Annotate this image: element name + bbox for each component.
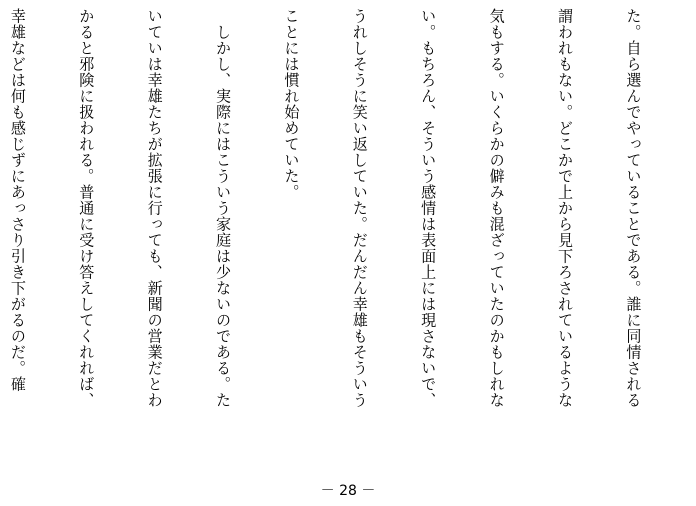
text-line: しかし、実際にはこういう家庭は少ないのである。た — [214, 8, 233, 408]
page-number: － 28 － — [320, 483, 376, 499]
vertical-text-body — [0, 8, 690, 478]
text-line: ことには慣れ始めていた。 — [282, 8, 301, 200]
text-line: 謂われもない。どこかで上から見下ろされているような — [556, 8, 575, 408]
text-line: いていは幸雄たちが拡張に行っても、新聞の営業だとわ — [145, 8, 164, 408]
text-line: 幸雄などは何も感じずにあっさり引き下がるのだ。確 — [8, 8, 27, 392]
text-line: た。自ら選んでやっていることである。誰に同情される — [624, 8, 643, 408]
text-line: い。もちろん、そういう感情は表面上には現さないで、 — [419, 8, 438, 408]
text-line: うれしそうに笑い返していた。だんだん幸雄もそういう — [350, 8, 369, 408]
text-line: かると邪険に扱われる。普通に受け答えしてくれれば、 — [77, 8, 96, 408]
text-line: 気もする。いくらかの僻みも混ざっていたのかもしれな — [487, 8, 506, 408]
